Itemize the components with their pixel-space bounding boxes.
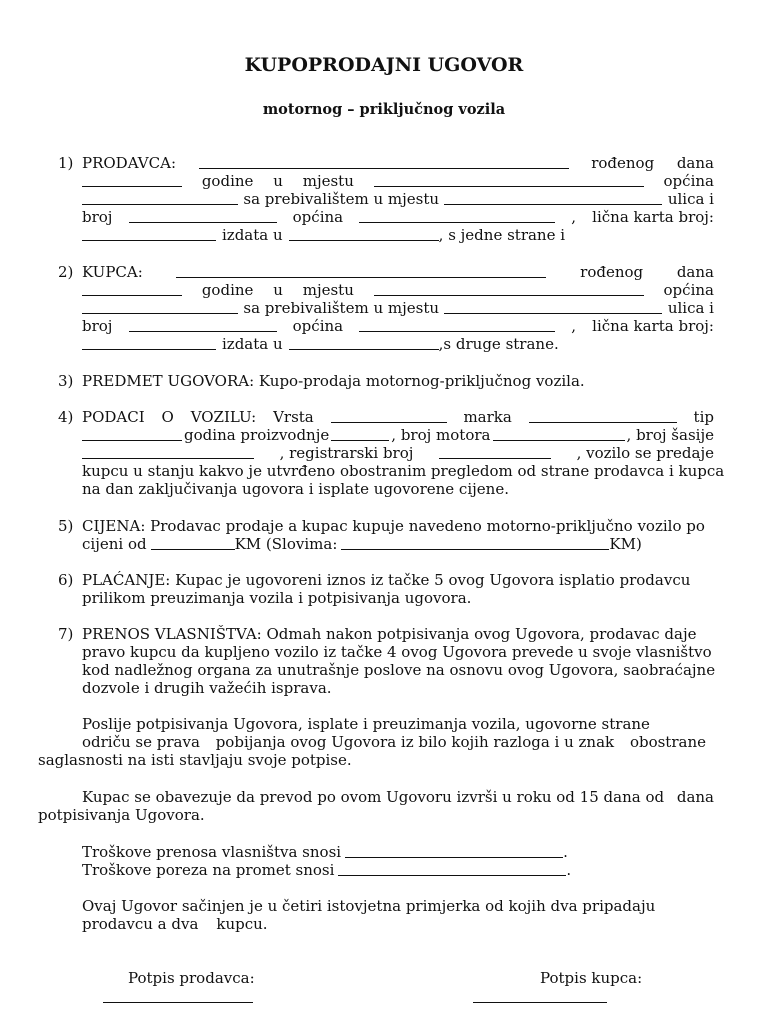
seller-birth-place-field[interactable] [374, 172, 644, 187]
seller-birth-date-field[interactable] [82, 172, 182, 187]
deadline-line-2: potpisivanja Ugovora. [38, 806, 205, 824]
item-number: 5) [58, 517, 74, 535]
vehicle-year-field[interactable] [331, 426, 389, 441]
engine-number-field[interactable] [493, 426, 625, 441]
copies-line-2: prodavcu a dva kupcu. [82, 915, 268, 933]
transfer-costs-line: Troškove prenosa vlasništva snosi . [82, 843, 568, 861]
document-title: KUPOPRODAJNI UGOVOR [244, 54, 524, 76]
seller-section: 1) PRODAVCA: rođenog dana godine u mjestu općina sa prebivalištem u mjestu ulica i broj općina , lična karta broj: izdata u , s jedne strane i [58, 154, 714, 244]
vehicle-type-field[interactable] [82, 426, 182, 441]
buyer-street-number-field[interactable] [129, 317, 277, 332]
subject-section: 3) PREDMET UGOVORA: Kupo-prodaja motornog-priključnog vozila. [58, 372, 585, 390]
seller-birth-municipality-field[interactable] [82, 190, 238, 205]
item-number: 7) [58, 625, 74, 643]
transfer-costs-field[interactable] [345, 843, 563, 858]
copies-line-1: Ovaj Ugovor sačinjen je u četiri istovjetna primjerka od kojih dva pripadaju [82, 897, 656, 915]
seller-id-issued-field[interactable] [289, 226, 439, 241]
buyer-id-issued-field[interactable] [289, 335, 439, 350]
tax-costs-line: Troškove poreza na promet snosi . [82, 861, 572, 879]
item-number: 3) [58, 372, 74, 390]
transfer-section: 7) PRENOS VLASNIŠTVA: Odmah nakon potpisivanja ovog Ugovora, prodavac daje pravo kupcu da kupljeno vozilo iz tačke 4 ovog Ugovora prevede u svoje vlasništvo kod nadležnog organa za unutrašnje poslove na osnovu ovog Ugovora, saobraćajne dozvole i drugih važećih isprava. [58, 625, 716, 697]
seller-municipality-field[interactable] [359, 208, 555, 223]
item-number: 6) [58, 571, 74, 589]
buyer-birth-municipality-field[interactable] [82, 299, 238, 314]
buyer-id-card-field[interactable] [82, 335, 216, 350]
seller-id-card-field[interactable] [82, 226, 216, 241]
price-amount-field[interactable] [151, 535, 235, 550]
waiver-line-2: odriču se prava pobijanja ovog Ugovora iz bilo kojih razloga i u znak obostrane [82, 733, 706, 751]
buyer-municipality-field[interactable] [359, 317, 555, 332]
buyer-section: 2) KUPCA: rođenog dana godine u mjestu općina sa prebivalištem u mjestu ulica i broj općina , lična karta broj: izdata u ,s druge strane. [58, 263, 714, 353]
seller-signature-label: Potpis prodavca: [128, 969, 255, 987]
buyer-residence-field[interactable] [444, 299, 662, 314]
seller-street-number-field[interactable] [129, 208, 277, 223]
buyer-signature-label: Potpis kupca: [540, 969, 643, 987]
document-subtitle: motornog – priključnog vozila [262, 101, 506, 118]
seller-name-field[interactable] [199, 154, 569, 169]
seller-residence-field[interactable] [444, 190, 662, 205]
item-number: 2) [58, 263, 74, 281]
buyer-birth-place-field[interactable] [374, 281, 644, 296]
vehicle-brand-field[interactable] [529, 408, 677, 423]
chassis-number-field[interactable] [82, 444, 254, 459]
tax-costs-field[interactable] [338, 861, 566, 876]
vehicle-kind-field[interactable] [331, 408, 447, 423]
price-in-words-field[interactable] [341, 535, 609, 550]
seller-signature-field[interactable] [103, 1002, 253, 1003]
item-number: 1) [58, 154, 74, 172]
item-number: 4) [58, 408, 74, 426]
deadline-line-1: Kupac se obavezuje da prevod po ovom Ugovoru izvrši u roku od 15 dana od dana [82, 788, 714, 806]
waiver-line-1: Poslije potpisivanja Ugovora, isplate i preuzimanja vozila, ugovorne strane [82, 715, 650, 733]
waiver-line-3: saglasnosti na isti stavljaju svoje potpise. [38, 751, 352, 769]
payment-section: 6) PLAĆANJE: Kupac je ugovoreni iznos iz tačke 5 ovog Ugovora isplatio prodavcu prilikom preuzimanja vozila i potpisivanja ugovora. [58, 571, 691, 607]
price-section: 5) CIJENA: Prodavac prodaje a kupac kupuje navedeno motorno-priključno vozilo po cijeni od KM (Slovima: KM) [58, 517, 705, 553]
buyer-name-field[interactable] [176, 263, 546, 278]
buyer-birth-date-field[interactable] [82, 281, 182, 296]
registration-number-field[interactable] [439, 444, 551, 459]
buyer-signature-field[interactable] [473, 1002, 607, 1003]
vehicle-section: 4) PODACI O VOZILU: Vrsta marka tip godina proizvodnje , broj motora , broj šasije , registrarski broj , vozilo se predaje kupcu u stanju kakvo je utvrđeno obostranim pregledom od strane prodavca i kupca na dan zaključivanja ugovora i isplate ugovorene cijene. [58, 408, 725, 498]
